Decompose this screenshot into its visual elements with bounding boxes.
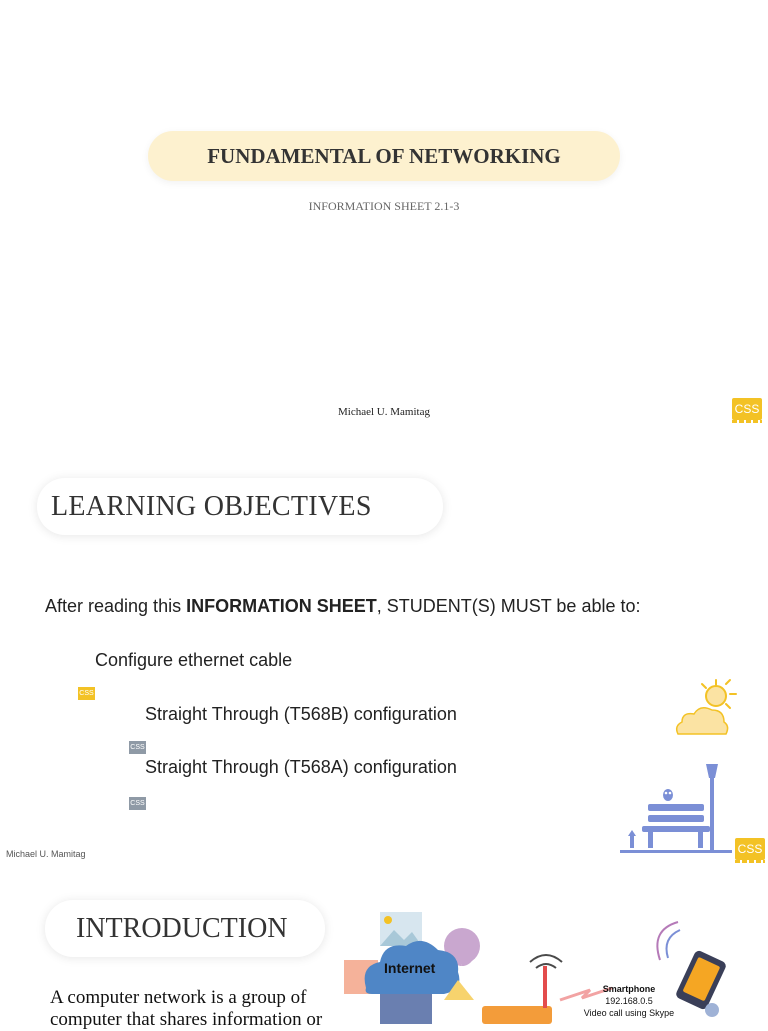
- intro-bold: INFORMATION SHEET: [186, 596, 377, 616]
- bullet-css-icon: [129, 741, 146, 754]
- objective-item-t568b: Straight Through (T568B) configuration: [145, 704, 457, 724]
- phone-label-line2: 192.168.0.5: [605, 996, 653, 1006]
- phone-label-line3: Video call using Skype: [583, 1008, 675, 1018]
- network-diagram: [340, 908, 768, 1024]
- introduction-banner: [45, 900, 325, 957]
- sun-cloud-icon: [672, 676, 742, 738]
- bullet-css-icon: [129, 797, 146, 810]
- intro-suffix: , STUDENT(S) MUST be able to:: [376, 596, 641, 616]
- objective-item-main: Configure ethernet cable: [95, 650, 293, 670]
- document-title: FUNDAMENTAL OF NETWORKING: [207, 143, 561, 168]
- author-name-footer: Michael U. Mamitag: [6, 849, 86, 859]
- author-name: Michael U. Mamitag: [338, 406, 430, 418]
- bullet-css-text: CSS: [79, 690, 94, 697]
- learning-objectives-banner: [37, 478, 443, 535]
- css-logo-text: CSS: [737, 842, 763, 856]
- internet-label: Internet: [384, 960, 436, 976]
- bullet-css-icon: [78, 687, 95, 700]
- title-banner: [148, 131, 620, 181]
- smartphone-icon: [675, 949, 728, 1017]
- bullet-css-text: CSS: [130, 800, 145, 807]
- learning-objectives-heading: LEARNING OBJECTIVES: [51, 491, 372, 522]
- intro-prefix: After reading this: [45, 596, 187, 616]
- objective-item-t568a: Straight Through (T568A) configuration: [145, 757, 457, 777]
- css-logo-icon: [735, 838, 765, 860]
- css-logo-icon: [732, 398, 762, 420]
- internet-cloud-icon: [365, 941, 460, 1024]
- bullet-css-text: CSS: [130, 744, 145, 751]
- phone-label-line1: Smartphone: [602, 984, 656, 994]
- introduction-heading: INTRODUCTION: [76, 913, 288, 944]
- objectives-intro: [45, 596, 640, 617]
- wifi-router-icon: [482, 955, 562, 1024]
- park-bench-lamp-icon: [620, 760, 732, 856]
- document-subtitle: INFORMATION SHEET 2.1-3: [308, 199, 460, 213]
- introduction-body: A computer network is a group of computer that shares information or: [50, 987, 323, 1030]
- css-logo-text: CSS: [734, 402, 760, 416]
